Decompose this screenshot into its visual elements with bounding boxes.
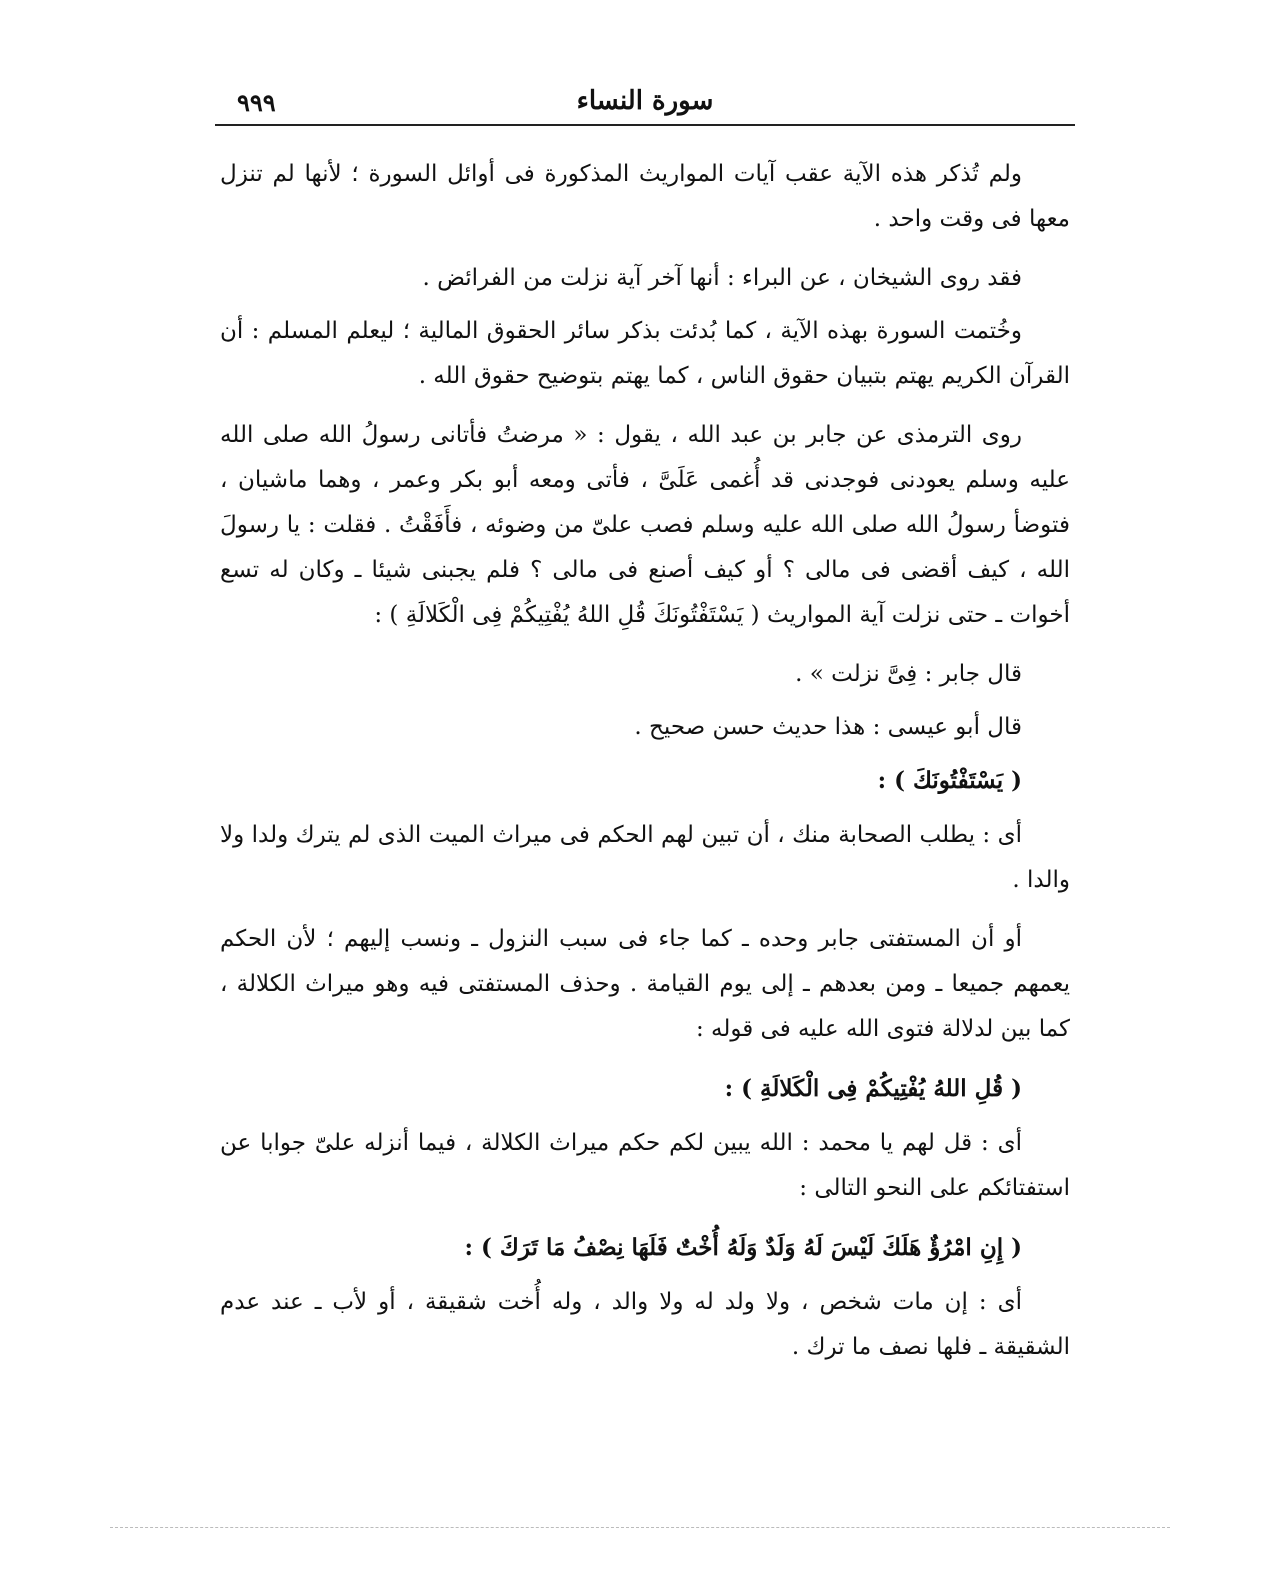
- page-number: ٩٩٩: [237, 88, 276, 117]
- quranic-quote: ( قُلِ اللهُ يُفْتِيكُمْ فِى الْكَلالَةِ ) :: [724, 1075, 1022, 1102]
- paragraph: أى : قل لهم يا محمد : الله يبين لكم حكم ميراث الكلالة ، فيما أنزله علىّ جوابا عن استفتائكم على النحو التالى :: [220, 1130, 1070, 1201]
- hadith-paragraph: روى الترمذى عن جابر بن عبد الله ، يقول : « مرضتُ فأتانى رسولُ الله صلى الله عليه وسلم يعودنى فوجدنى قد أُغمى عَلَىَّ ، فأتى ومعه أبو بكر وعمر ، وهما ماشيان ، فتوضأ رسولُ الله صلى الله عليه وسلم فصب علىّ من وضوئه ، فأَفَقْتُ . فقلت : يا رسولَ الله ، كيف أقضى فى مالى ؟ أو كيف أصنع فى مالى ؟ فلم يجبنى شيئا ـ وكان له تسع أخوات ـ حتى نزلت آية المواريث ( يَسْتَفْتُونَكَ قُلِ اللهُ يُفْتِيكُمْ فِى الْكَلالَةِ ) :: [220, 422, 1070, 628]
- paragraph: وخُتمت السورة بهذه الآية ، كما بُدئت بذكر سائر الحقوق المالية ؛ ليعلم المسلم : أن القرآن الكريم يهتم بتبيان حقوق الناس ، كما يهتم بتوضيح حقوق الله .: [220, 318, 1070, 389]
- paragraph: قال أبو عيسى : هذا حديث حسن صحيح .: [634, 714, 1022, 740]
- paragraph: ولم تُذكر هذه الآية عقب آيات المواريث المذكورة فى أوائل السورة ؛ لأنها لم تنزل معها فى وقت واحد .: [220, 161, 1070, 232]
- paragraph: قال جابر : فِىَّ نزلت » .: [795, 661, 1022, 687]
- paragraph: أو أن المستفتى جابر وحده ـ كما جاء فى سبب النزول ـ ونسب إليهم ؛ لأن الحكم يعمهم جميعا ـ ومن بعدهم ـ إلى يوم القيامة . وحذف المستفتى فيه وهو ميراث الكلالة ، كما بين لدلالة فتوى الله عليه فى قوله :: [220, 926, 1070, 1042]
- page-edge-line: [110, 1527, 1170, 1528]
- paragraph: فقد روى الشيخان ، عن البراء : أنها آخر آية نزلت من الفرائض .: [422, 265, 1022, 291]
- quranic-quote: ( يَسْتَفْتُونَكَ ) :: [877, 767, 1022, 794]
- header-rule: [215, 124, 1075, 126]
- body-text: [220, 152, 1070, 1384]
- running-title: سورة النساء: [576, 86, 714, 116]
- page-header: [215, 84, 1075, 122]
- quranic-quote: ( إِنِ امْرُؤٌ هَلَكَ لَيْسَ لَهُ وَلَدٌ وَلَهُ أُخْتٌ فَلَهَا نِصْفُ مَا تَرَكَ ) :: [464, 1234, 1022, 1261]
- paragraph: أى : يطلب الصحابة منك ، أن تبين لهم الحكم فى ميراث الميت الذى لم يترك ولدا ولا والدا .: [220, 822, 1070, 893]
- paragraph: أى : إن مات شخص ، ولا ولد له ولا والد ، وله أُخت شقيقة ، أو لأب ـ عند عدم الشقيقة ـ فلها نصف ما ترك .: [220, 1289, 1070, 1360]
